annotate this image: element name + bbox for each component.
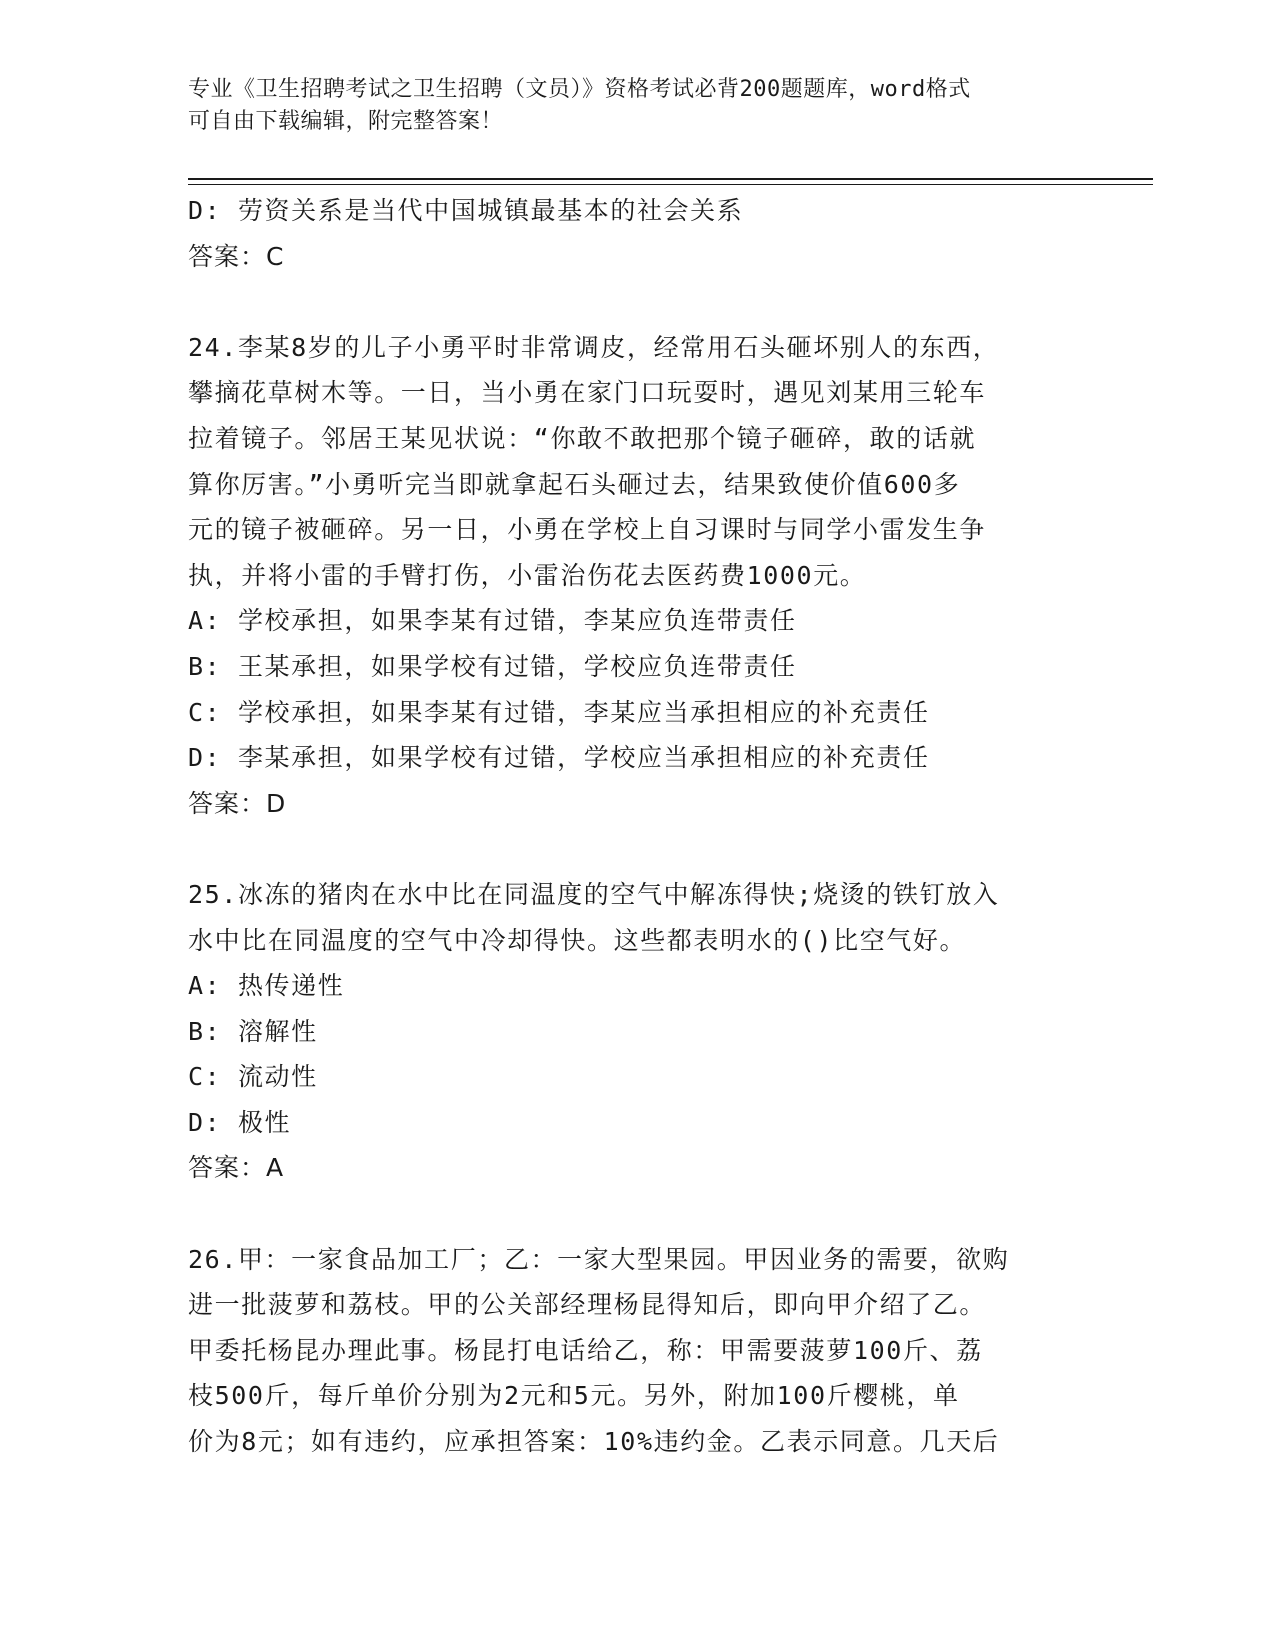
spacer <box>188 279 1088 325</box>
document-header <box>188 74 1068 138</box>
q24-option-b: B: 王某承担，如果学校有过错，学校应负连带责任 <box>188 651 797 681</box>
q24-option-a: A: 学校承担，如果李某有过错，李某应负连带责任 <box>188 606 797 636</box>
question-25 <box>188 872 1088 1191</box>
q25-text-line: 水中比在同温度的空气中冷却得快。这些都表明水的()比空气好。 <box>188 925 967 955</box>
q24-text-line: 执，并将小雷的手臂打伤，小雷治伤花去医药费1000元。 <box>188 560 867 590</box>
q26-text-line: 枝500斤，每斤单价分别为2元和5元。另外，附加100斤樱桃，单 <box>188 1381 960 1411</box>
q24-text-line: 攀摘花草树木等。一日，当小勇在家门口玩耍时，遇见刘某用三轮车 <box>188 378 987 408</box>
q25-option-d: D: 极性 <box>188 1107 292 1137</box>
spacer <box>188 1191 1088 1237</box>
q24-text-line: 24.李某8岁的儿子小勇平时非常调皮，经常用石头砸坏别人的东西， <box>188 332 1000 362</box>
q25-answer: 答案：A <box>188 1153 285 1183</box>
q25-text-line: 25.冰冻的猪肉在水中比在同温度的空气中解冻得快;烧烫的铁钉放入 <box>188 879 1000 909</box>
prev-option-d: D: 劳资关系是当代中国城镇最基本的社会关系 <box>188 196 744 225</box>
q26-text-line: 26.甲：一家食品加工厂；乙：一家大型果园。甲因业务的需要，欲购 <box>188 1244 1010 1274</box>
header-line-1: 专业《卫生招聘考试之卫生招聘（文员）》资格考试必背200题题库，word格式 <box>188 77 971 102</box>
q26-text-line: 进一批菠萝和荔枝。甲的公关部经理杨昆得知后，即向甲介绍了乙。 <box>188 1290 987 1320</box>
question-24 <box>188 325 1088 827</box>
q24-text-line: 元的镜子被砸碎。另一日，小勇在学校上自习课时与同学小雷发生争 <box>188 515 987 545</box>
header-line-2: 可自由下载编辑，附完整答案！ <box>188 109 504 134</box>
prev-answer: 答案：C <box>188 241 285 271</box>
q24-option-d: D: 李某承担，如果学校有过错，学校应当承担相应的补充责任 <box>188 743 930 773</box>
q24-option-c: C: 学校承担，如果李某有过错，李某应当承担相应的补充责任 <box>188 697 930 727</box>
q24-answer: 答案：D <box>188 788 287 818</box>
q26-text-line: 价为8元；如有违约，应承担答案：10%违约金。乙表示同意。几天后 <box>188 1427 1000 1457</box>
q25-option-a: A: 热传递性 <box>188 971 345 1001</box>
question-26 <box>188 1237 1088 1465</box>
spacer <box>188 826 1088 872</box>
q25-option-b: B: 溶解性 <box>188 1016 318 1046</box>
header-rule-thin <box>188 184 1153 185</box>
q26-text-line: 甲委托杨昆办理此事。杨昆打电话给乙，称：甲需要菠萝100斤、荔 <box>188 1335 983 1365</box>
q25-option-c: C: 流动性 <box>188 1062 318 1092</box>
header-rule-thick <box>188 178 1153 180</box>
q24-text-line: 算你厉害。”小勇听完当即就拿起石头砸过去，结果致使价值600多 <box>188 469 961 499</box>
document-body <box>188 188 1088 1465</box>
q24-text-line: 拉着镜子。邻居王某见状说：“你敢不敢把那个镜子砸碎，敢的话就 <box>188 423 977 453</box>
